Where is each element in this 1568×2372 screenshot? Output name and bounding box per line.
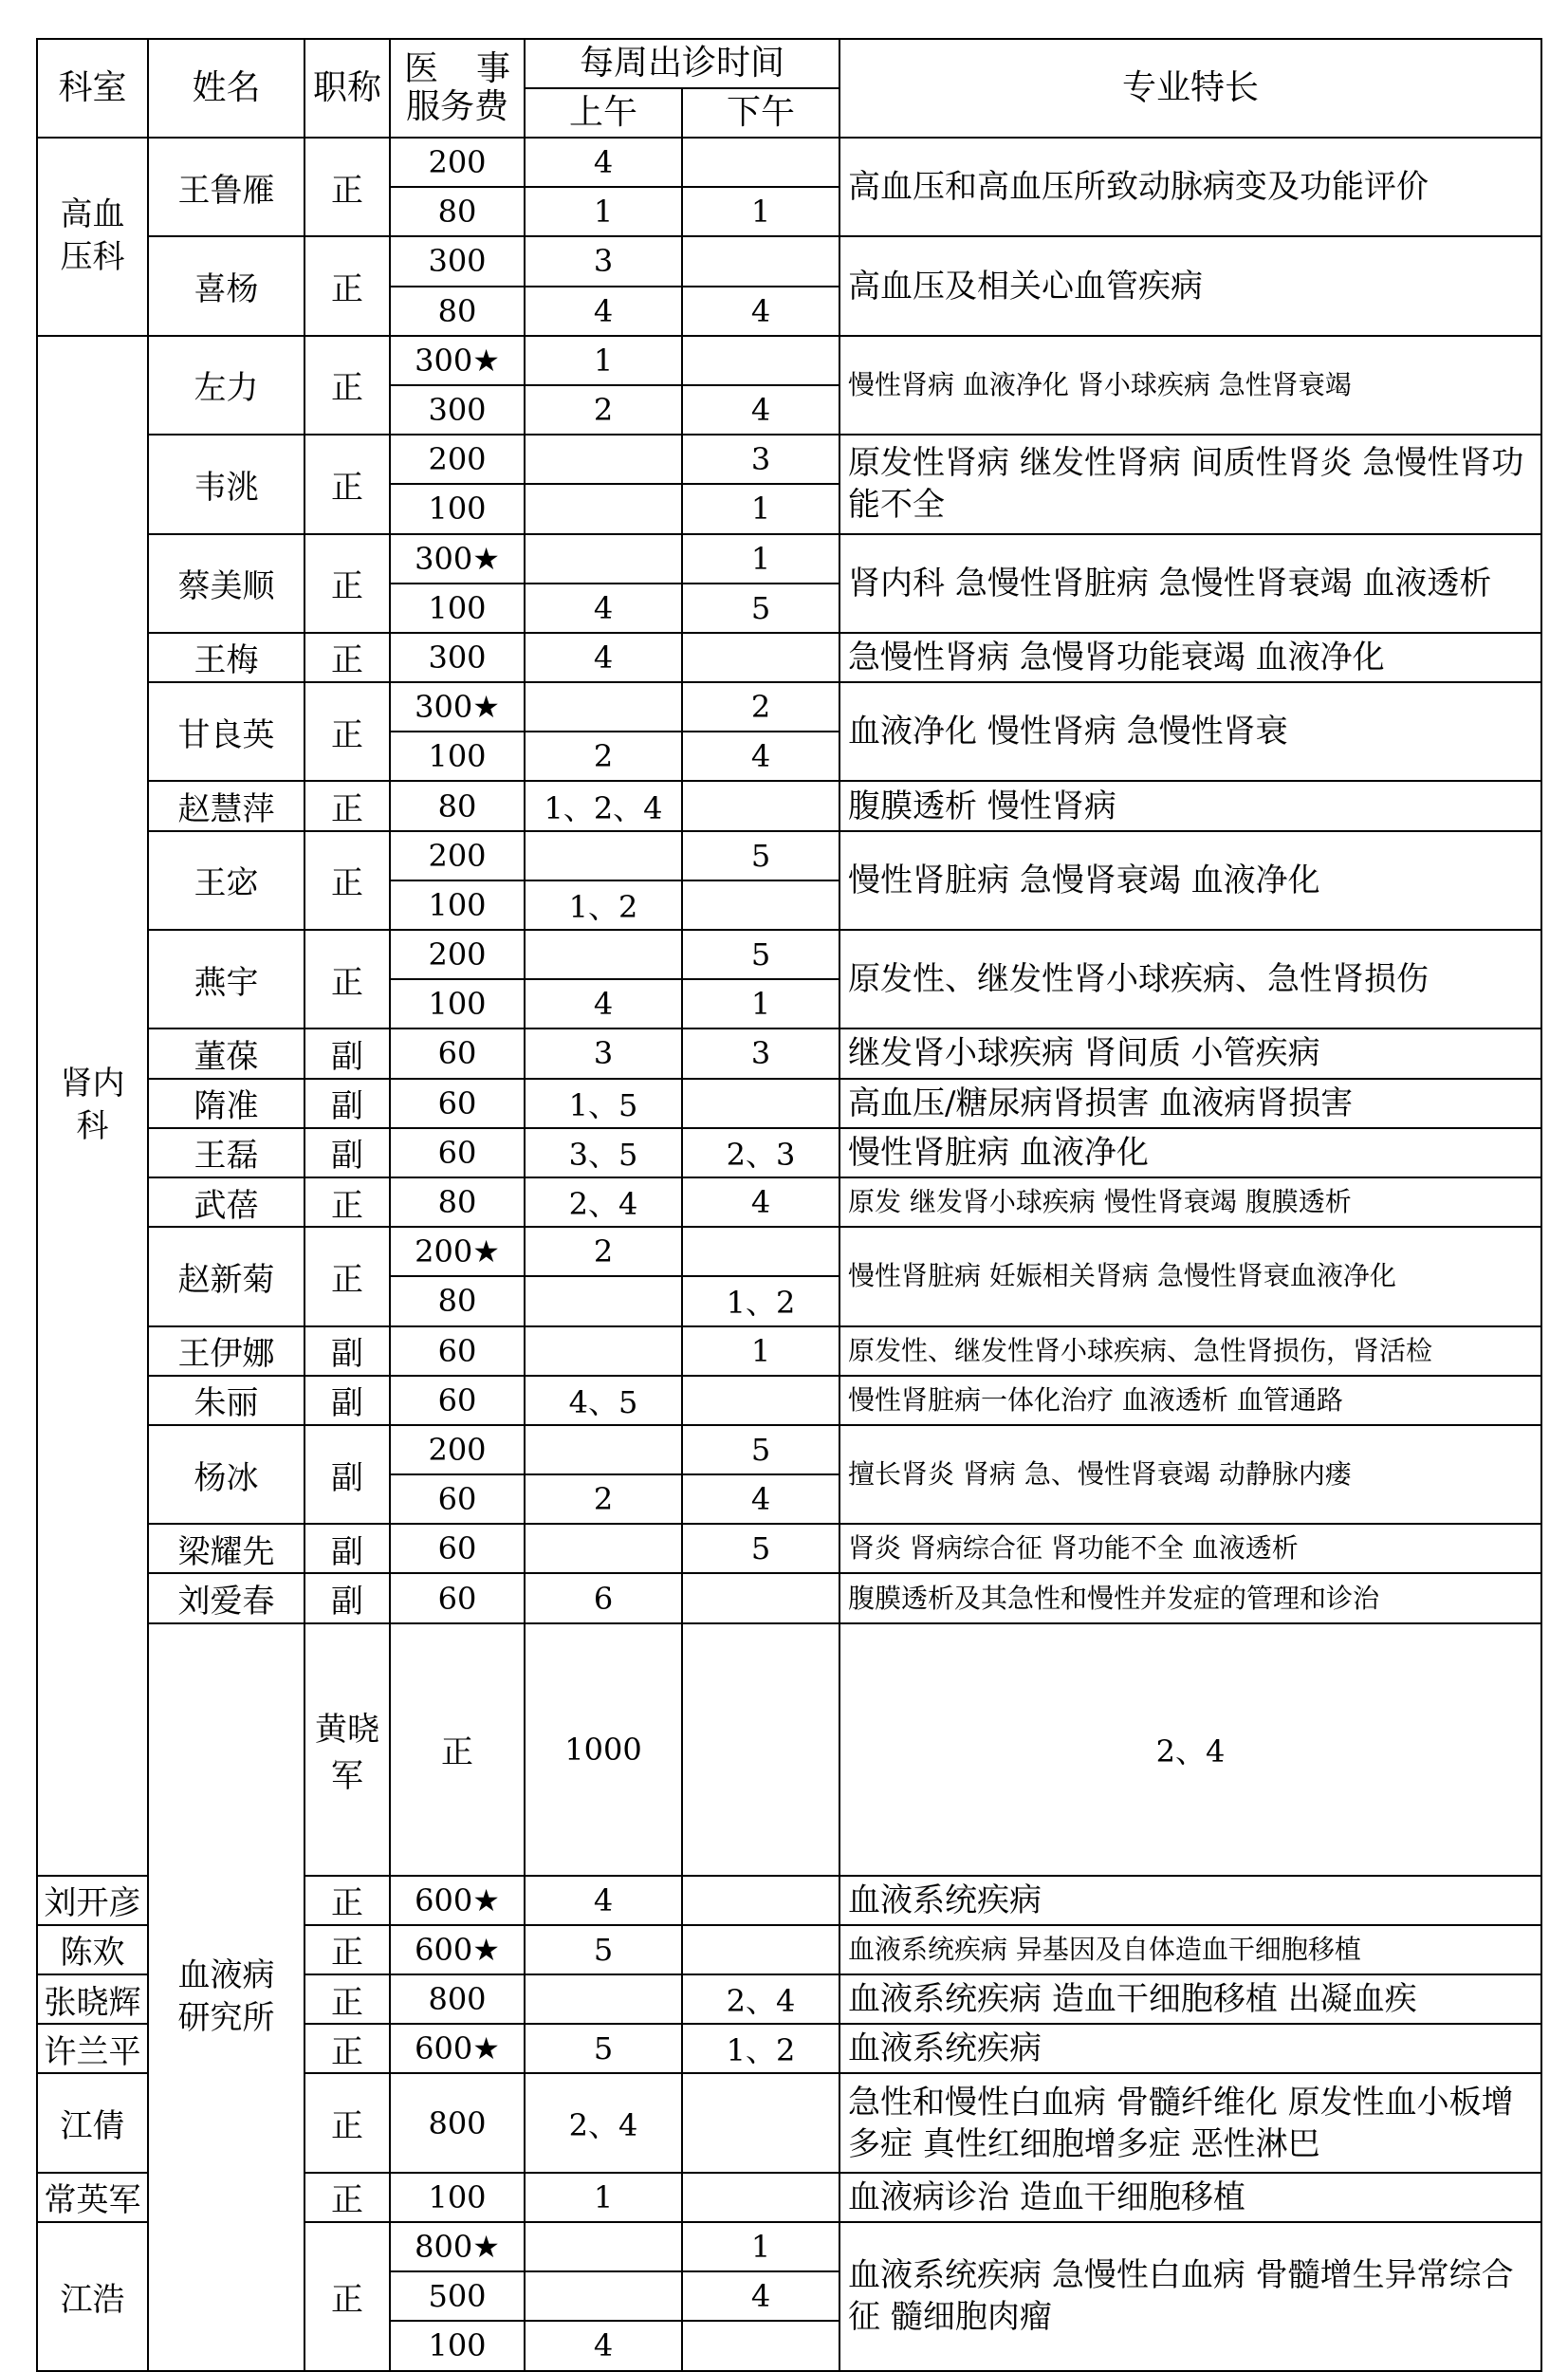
specialty-text: 慢性肾脏病 急慢肾衰竭 血液净化 — [848, 861, 1320, 899]
doctor-title: 副 — [304, 1079, 390, 1128]
service-fee: 100 — [390, 880, 525, 930]
am-days: 4、5 — [525, 1376, 682, 1425]
header-clinic-time: 每周出诊时间 — [525, 39, 839, 88]
service-fee: 80 — [390, 287, 525, 336]
am-days — [525, 2271, 682, 2321]
doctor-title: 副 — [304, 1376, 390, 1425]
specialty — [839, 1326, 1541, 1376]
header-fee — [390, 39, 525, 138]
pm-days: 1 — [682, 1326, 839, 1376]
doctor-name: 赵新菊 — [148, 1227, 304, 1325]
service-fee: 60 — [390, 1474, 525, 1524]
am-days: 3 — [525, 236, 682, 286]
service-fee: 60 — [390, 1326, 525, 1376]
am-days — [525, 534, 682, 584]
doctor-name: 王磊 — [148, 1128, 304, 1177]
specialty — [839, 1227, 1541, 1325]
doctor-name: 蔡美顺 — [148, 534, 304, 633]
doctor-name: 王梅 — [148, 633, 304, 682]
service-fee: 200 — [390, 138, 525, 187]
am-days — [682, 1623, 839, 1876]
doctor-title: 正 — [304, 1925, 390, 1974]
service-fee: 60 — [390, 1376, 525, 1425]
service-fee: 300 — [390, 385, 525, 435]
table-row — [37, 682, 1541, 732]
doctor-title: 正 — [390, 1623, 525, 1876]
doctor-title: 正 — [304, 2173, 390, 2222]
service-fee: 100 — [390, 484, 525, 533]
pm-days — [682, 138, 839, 187]
pm-days: 2、3 — [682, 1128, 839, 1177]
table-row — [37, 1623, 1541, 1876]
specialty — [839, 1524, 1541, 1573]
pm-days: 1、2 — [682, 1276, 839, 1325]
specialty — [839, 682, 1541, 781]
specialty-text: 慢性肾脏病 妊娠相关肾病 急慢性肾衰血液净化 — [848, 1260, 1396, 1292]
am-days: 5 — [525, 1925, 682, 1974]
service-fee: 80 — [390, 781, 525, 830]
am-days: 2 — [525, 385, 682, 435]
table-row — [37, 1326, 1541, 1376]
table-row — [37, 1524, 1541, 1573]
pm-days: 2 — [682, 682, 839, 732]
specialty — [839, 1028, 1541, 1078]
service-fee: 600★ — [390, 1876, 525, 1925]
specialty — [839, 1925, 1541, 1974]
doctor-name: 赵慧萍 — [148, 781, 304, 830]
am-days — [525, 1326, 682, 1376]
specialty — [839, 930, 1541, 1028]
pm-days: 5 — [682, 1425, 839, 1474]
specialty-text: 原发 继发肾小球疾病 慢性肾衰竭 腹膜透析 — [848, 1186, 1352, 1218]
pm-days — [682, 1876, 839, 1925]
specialty-text: 肾炎 肾病综合征 肾功能不全 血液透析 — [848, 1532, 1299, 1565]
doctor-name: 隋准 — [148, 1079, 304, 1128]
doctor-title: 副 — [304, 1524, 390, 1573]
specialty — [839, 138, 1541, 236]
header-dept: 科室 — [37, 39, 148, 138]
service-fee: 100 — [390, 2321, 525, 2370]
service-fee: 300 — [390, 236, 525, 286]
am-days: 2、4 — [525, 2073, 682, 2172]
doctor-name: 许兰平 — [37, 2024, 148, 2073]
am-days — [525, 1276, 682, 1325]
table-row — [37, 1227, 1541, 1276]
am-days: 4 — [525, 138, 682, 187]
specialty — [839, 1974, 1541, 2024]
table-row — [37, 1079, 1541, 1128]
pm-days: 1、2 — [682, 2024, 839, 2073]
pm-days: 4 — [682, 1177, 839, 1227]
doctor-title: 副 — [304, 1326, 390, 1376]
am-days: 1、5 — [525, 1079, 682, 1128]
doctor-title: 正 — [304, 1876, 390, 1925]
am-days: 4 — [525, 979, 682, 1028]
am-days — [525, 930, 682, 979]
service-fee: 200 — [390, 1425, 525, 1474]
am-days: 4 — [525, 287, 682, 336]
pm-days — [682, 1925, 839, 1974]
doctor-title: 正 — [304, 781, 390, 830]
pm-days — [682, 633, 839, 682]
specialty — [839, 435, 1541, 533]
doctor-name: 杨冰 — [148, 1425, 304, 1524]
doctor-name: 刘开彦 — [37, 1876, 148, 1925]
service-fee: 80 — [390, 187, 525, 236]
pm-days: 5 — [682, 584, 839, 633]
table-row — [37, 1028, 1541, 1078]
pm-days — [682, 2073, 839, 2172]
service-fee: 200 — [390, 831, 525, 880]
doctor-name: 江倩 — [37, 2073, 148, 2172]
doctor-name: 韦洮 — [148, 435, 304, 533]
clinic-schedule-table — [36, 38, 1542, 2372]
service-fee: 300★ — [390, 682, 525, 732]
service-fee: 600★ — [390, 1925, 525, 1974]
am-days: 1、2、4 — [525, 781, 682, 830]
table-row — [37, 930, 1541, 979]
specialty — [839, 1128, 1541, 1177]
dept-cell: 血液病研究所 — [148, 1623, 304, 2371]
pm-days: 2、4 — [682, 1974, 839, 2024]
specialty — [839, 236, 1541, 335]
doctor-name: 王伊娜 — [148, 1326, 304, 1376]
specialty — [839, 633, 1541, 682]
pm-days — [682, 336, 839, 385]
am-days — [525, 1425, 682, 1474]
doctor-name: 左力 — [148, 336, 304, 435]
specialty — [839, 1177, 1541, 1227]
doctor-name: 甘良英 — [148, 682, 304, 781]
specialty-text: 慢性肾病 血液净化 肾小球疾病 急性肾衰竭 — [848, 368, 1352, 400]
specialty-text: 原发性、继发性肾小球疾病、急性肾损伤 — [848, 960, 1430, 999]
table-row — [37, 1573, 1541, 1622]
doctor-name: 常英军 — [37, 2173, 148, 2222]
doctor-name: 张晓辉 — [37, 1974, 148, 2024]
doctor-name: 王鲁雁 — [148, 138, 304, 236]
header-title: 职称 — [304, 39, 390, 138]
am-days — [525, 831, 682, 880]
doctor-name: 王宓 — [148, 831, 304, 930]
doctor-name: 董葆 — [148, 1028, 304, 1078]
am-days: 1 — [525, 2173, 682, 2222]
am-days — [525, 2222, 682, 2271]
specialty-text: 血液系统疾病 — [848, 2029, 1042, 2068]
doctor-name: 黄晓军 — [304, 1623, 390, 1876]
table-row — [37, 781, 1541, 830]
service-fee: 800 — [390, 2073, 525, 2172]
pm-days — [682, 1573, 839, 1622]
am-days: 4 — [525, 633, 682, 682]
table-row — [37, 1128, 1541, 1177]
doctor-name: 梁耀先 — [148, 1524, 304, 1573]
header-fee-line2: 服务费 — [405, 87, 508, 126]
service-fee: 100 — [390, 584, 525, 633]
service-fee: 500 — [390, 2271, 525, 2321]
pm-days: 1 — [682, 2222, 839, 2271]
specialty-text: 原发性、继发性肾小球疾病、急性肾损伤，肾活检 — [848, 1334, 1433, 1366]
table-row — [37, 1177, 1541, 1227]
service-fee: 300★ — [390, 534, 525, 584]
doctor-name: 陈欢 — [37, 1925, 148, 1974]
doctor-title: 正 — [304, 1227, 390, 1325]
header-fee-char-1: 医 — [404, 49, 439, 88]
pm-days: 3 — [682, 1028, 839, 1078]
pm-days: 1 — [682, 187, 839, 236]
doctor-title: 正 — [304, 534, 390, 633]
doctor-title: 正 — [304, 138, 390, 236]
service-fee: 60 — [390, 1573, 525, 1622]
am-days — [525, 1974, 682, 2024]
table-row — [37, 534, 1541, 584]
am-days: 4 — [525, 1876, 682, 1925]
service-fee: 800★ — [390, 2222, 525, 2271]
am-days: 3 — [525, 1028, 682, 1078]
pm-days: 4 — [682, 287, 839, 336]
pm-days — [682, 880, 839, 930]
specialty-text: 原发性肾病 继发性肾病 间质性肾炎 急慢性肾功能不全 — [848, 444, 1524, 525]
table-row — [37, 138, 1541, 187]
table-row — [37, 831, 1541, 880]
service-fee: 200 — [390, 930, 525, 979]
am-days: 1、2 — [525, 880, 682, 930]
header-fee-line1 — [391, 50, 524, 88]
am-days — [525, 484, 682, 533]
am-days: 3、5 — [525, 1128, 682, 1177]
am-days: 2 — [525, 1474, 682, 1524]
specialty-text: 高血压和高血压所致动脉病变及功能评价 — [848, 168, 1430, 207]
table-row — [37, 633, 1541, 682]
pm-days: 5 — [682, 831, 839, 880]
specialty-text: 急性和慢性白血病 骨髓纤维化 原发性血小板增多症 真性红细胞增多症 恶性淋巴 — [848, 2083, 1514, 2163]
dept-cell: 高血压科 — [37, 138, 148, 336]
specialty-text: 慢性肾脏病一体化治疗 血液透析 血管通路 — [848, 1383, 1343, 1416]
table-row — [37, 336, 1541, 385]
specialty-text: 腹膜透析及其急性和慢性并发症的管理和诊治 — [848, 1582, 1380, 1614]
specialty — [839, 534, 1541, 633]
specialty-text: 高血压及相关心血管疾病 — [848, 267, 1204, 306]
pm-days: 4 — [682, 2271, 839, 2321]
doctor-title: 正 — [304, 2073, 390, 2172]
pm-days: 2、4 — [839, 1623, 1541, 1876]
am-days: 2 — [525, 732, 682, 781]
pm-days — [682, 781, 839, 830]
doctor-title: 副 — [304, 1425, 390, 1524]
specialty — [839, 831, 1541, 930]
specialty-text: 血液系统疾病 — [848, 1881, 1042, 1919]
am-days: 4 — [525, 584, 682, 633]
header-name: 姓名 — [148, 39, 304, 138]
pm-days: 4 — [682, 385, 839, 435]
am-days: 6 — [525, 1573, 682, 1622]
service-fee: 60 — [390, 1524, 525, 1573]
specialty — [839, 2073, 1541, 2172]
am-days — [525, 1524, 682, 1573]
pm-days: 4 — [682, 732, 839, 781]
am-days: 4 — [525, 2321, 682, 2370]
doctor-name: 刘爱春 — [148, 1573, 304, 1622]
dept-cell: 肾内科 — [37, 336, 148, 1876]
table-row — [37, 1425, 1541, 1474]
service-fee: 600★ — [390, 2024, 525, 2073]
header-specialty: 专业特长 — [839, 39, 1541, 138]
doctor-title: 正 — [304, 930, 390, 1028]
service-fee: 60 — [390, 1028, 525, 1078]
doctor-title: 正 — [304, 336, 390, 435]
table-row — [37, 435, 1541, 484]
doctor-title: 正 — [304, 1177, 390, 1227]
pm-days: 5 — [682, 1524, 839, 1573]
specialty — [839, 2024, 1541, 2073]
specialty — [839, 1376, 1541, 1425]
specialty-text: 血液净化 慢性肾病 急慢性肾衰 — [848, 713, 1288, 751]
am-days — [525, 435, 682, 484]
specialty — [839, 1876, 1541, 1925]
pm-days: 5 — [682, 930, 839, 979]
doctor-name: 江浩 — [37, 2222, 148, 2371]
am-days: 2 — [525, 1227, 682, 1276]
service-fee: 300 — [390, 633, 525, 682]
doctor-name: 朱丽 — [148, 1376, 304, 1425]
am-days: 5 — [525, 2024, 682, 2073]
service-fee: 300★ — [390, 336, 525, 385]
pm-days — [682, 2321, 839, 2370]
specialty-text: 高血压/糖尿病肾损害 血液病肾损害 — [848, 1084, 1354, 1122]
service-fee: 100 — [390, 2173, 525, 2222]
service-fee: 800 — [390, 1974, 525, 2024]
specialty — [839, 336, 1541, 435]
specialty-text: 血液系统疾病 造血干细胞移植 出凝血疾 — [848, 1980, 1417, 2019]
header-fee-char-2: 事 — [475, 49, 510, 88]
doctor-title: 正 — [304, 682, 390, 781]
service-fee: 100 — [390, 979, 525, 1028]
table-row — [37, 236, 1541, 286]
pm-days — [682, 2173, 839, 2222]
service-fee: 80 — [390, 1177, 525, 1227]
specialty — [839, 781, 1541, 830]
service-fee: 60 — [390, 1128, 525, 1177]
doctor-name: 喜杨 — [148, 236, 304, 335]
am-days: 1 — [525, 336, 682, 385]
header-am: 上午 — [525, 88, 682, 138]
doctor-title: 副 — [304, 1128, 390, 1177]
pm-days: 1 — [682, 979, 839, 1028]
pm-days: 4 — [682, 1474, 839, 1524]
specialty — [839, 2173, 1541, 2222]
specialty — [839, 2222, 1541, 2371]
doctor-title: 正 — [304, 1974, 390, 2024]
specialty — [839, 1425, 1541, 1524]
doctor-title: 正 — [304, 2024, 390, 2073]
specialty — [839, 1079, 1541, 1128]
doctor-title: 正 — [304, 435, 390, 533]
table-row — [37, 1376, 1541, 1425]
doctor-name: 燕宇 — [148, 930, 304, 1028]
specialty-text: 血液病诊治 造血干细胞移植 — [848, 2177, 1245, 2216]
specialty-text: 腹膜透析 慢性肾病 — [848, 787, 1116, 825]
am-days: 2、4 — [525, 1177, 682, 1227]
specialty-text: 擅长肾炎 肾病 急、慢性肾衰竭 动静脉内瘘 — [848, 1458, 1352, 1491]
header-pm: 下午 — [682, 88, 839, 138]
service-fee: 200★ — [390, 1227, 525, 1276]
service-fee: 1000 — [525, 1623, 682, 1876]
doctor-title: 正 — [304, 831, 390, 930]
specialty-text: 慢性肾脏病 血液净化 — [848, 1133, 1149, 1172]
schedule-body — [37, 138, 1541, 2371]
am-days: 1 — [525, 187, 682, 236]
pm-days — [682, 1227, 839, 1276]
specialty — [839, 1573, 1541, 1622]
service-fee: 60 — [390, 1079, 525, 1128]
doctor-title: 正 — [304, 2222, 390, 2371]
doctor-name: 武蓓 — [148, 1177, 304, 1227]
doctor-title: 副 — [304, 1573, 390, 1622]
specialty-text: 肾内科 急慢性肾脏病 急慢性肾衰竭 血液透析 — [848, 564, 1492, 602]
pm-days: 3 — [682, 435, 839, 484]
pm-days — [682, 1079, 839, 1128]
service-fee: 200 — [390, 435, 525, 484]
specialty-text: 血液系统疾病 急慢性白血病 骨髓增生异常综合征 髓细胞肉瘤 — [848, 2256, 1514, 2337]
service-fee: 100 — [390, 732, 525, 781]
pm-days: 1 — [682, 534, 839, 584]
pm-days: 1 — [682, 484, 839, 533]
pm-days — [682, 236, 839, 286]
pm-days — [682, 1376, 839, 1425]
doctor-title: 副 — [304, 1028, 390, 1078]
specialty-text: 继发肾小球疾病 肾间质 小管疾病 — [848, 1034, 1320, 1073]
specialty-text: 急慢性肾病 急慢肾功能衰竭 血液净化 — [848, 638, 1385, 676]
am-days — [525, 682, 682, 732]
service-fee: 80 — [390, 1276, 525, 1325]
doctor-title: 正 — [304, 236, 390, 335]
doctor-title: 正 — [304, 633, 390, 682]
specialty-text: 血液系统疾病 异基因及自体造血干细胞移植 — [848, 1933, 1361, 1965]
